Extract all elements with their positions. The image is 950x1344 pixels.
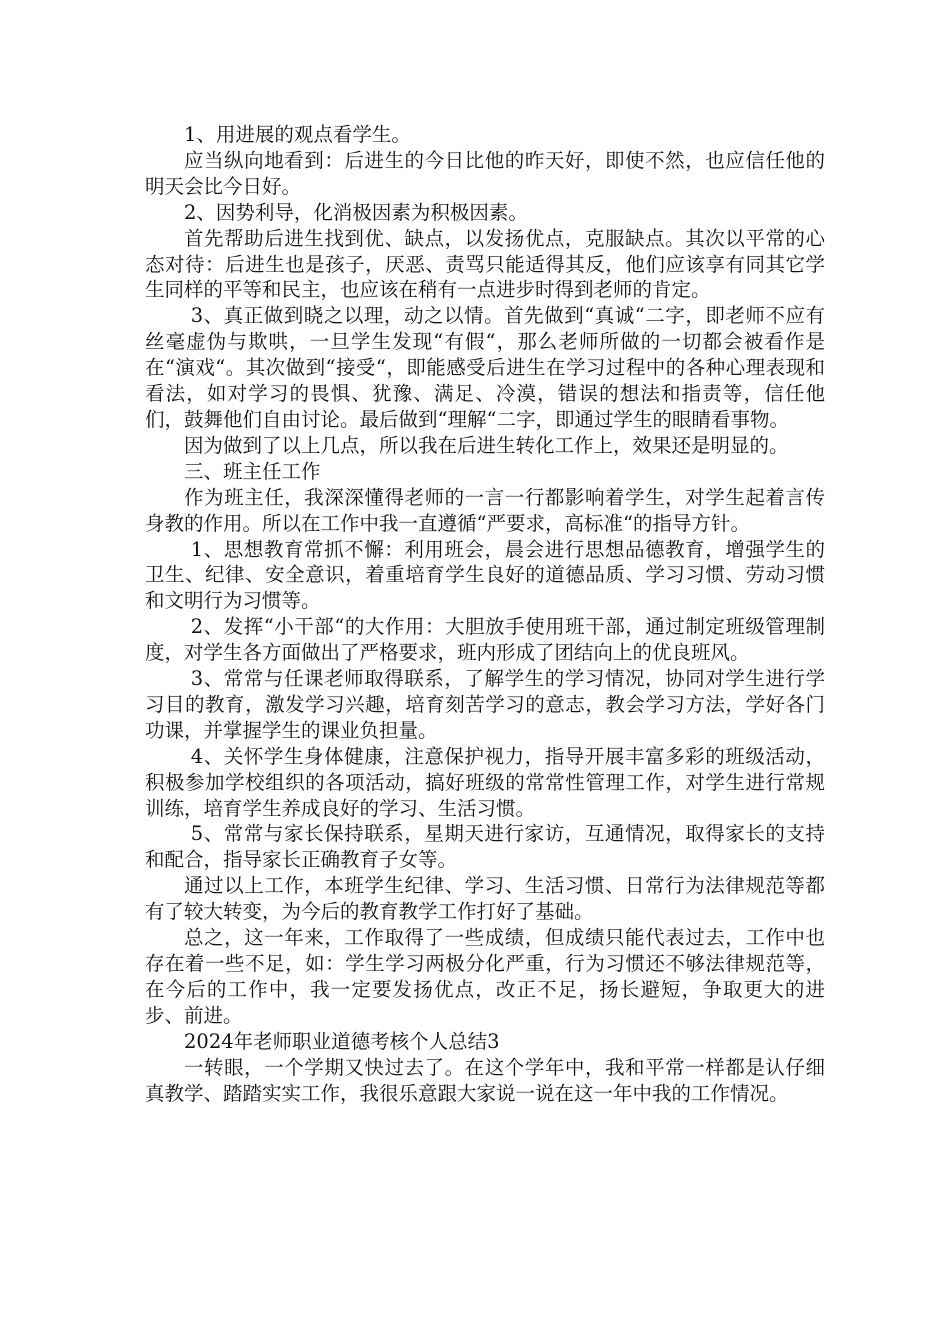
section-heading: 三、班主任工作 [184,459,321,483]
paragraph: 2、因势利导，化消极因素为积极因素。 [184,200,528,224]
paragraph: 因为做到了以上几点，所以我在后进生转化工作上，效果还是明显的。 [184,433,789,457]
paragraph: 首先帮助后进生找到优、缺点，以发扬优点，克服缺点。其次以平常的心态对待：后进生也是孩子，厌恶、责骂只能适得其反，他们应该享有同其它学生同样的平等和民主，也应该在稍有一点进步时得到老师的肯定。 [145,226,825,302]
paragraph: 一转眼，一个学期又快过去了。在这个学年中，我和平常一样都是认仔细真教学、踏踏实实工作，我很乐意跟大家说一说在这一年中我的工作情况。 [145,1055,825,1105]
paragraph: 应当纵向地看到：后进生的今日比他的昨天好，即使不然，也应信任他的明天会比今日好。 [145,148,825,198]
paragraph: 3、常常与任课老师取得联系，了解学生的学习情况，协同对学生进行学习目的教育，激发学习兴趣，培育刻苦学习的意志，教会学习方法，学好各门功课，并掌握学生的课业负担量。 [145,667,825,742]
paragraph: 通过以上工作，本班学生纪律、学习、生活习惯、日常行为法律规范等都有了较大转变，为今后的教育教学工作打好了基础。 [145,874,825,924]
paragraph: 作为班主任，我深深懂得老师的一言一行都影响着学生，对学生起着言传身教的作用。所以在工作中我一直遵循“严要求，高标准“的指导方针。 [145,485,825,535]
paragraph: 2、发挥“小干部“的大作用：大胆放手使用班干部，通过制定班级管理制度，对学生各方面做出了严格要求，班内形成了团结向上的优良班风。 [145,615,825,665]
paragraph: 4、关怀学生身体健康，注意保护视力，指导开展丰富多彩的班级活动，积极参加学校组织的各项活动，搞好班级的常常性管理工作，对学生进行常规训练，培育学生养成良好的学习、生活习惯。 [145,744,825,820]
paragraph: 总之，这一年来，工作取得了一些成绩，但成绩只能代表过去，工作中也存在着一些不足，如：学生学习两极分化严重，行为习惯还不够法律规范等，在今后的工作中，我一定要发扬优点，改正不足，扬长避短，争取更大的进步、前进。 [145,926,825,1027]
paragraph: 1、用进展的观点看学生。 [184,123,411,146]
paragraph: 5、常常与家长保持联系，星期天进行家访，互通情况，取得家长的支持和配合，指导家长正确教育子女等。 [145,822,825,872]
paragraph: 1、思想教育常抓不懈：利用班会，晨会进行思想品德教育，增强学生的卫生、纪律、安全意识，着重培育学生良好的道德品质、学习习惯、劳动习惯和文明行为习惯等。 [145,537,825,613]
document-body [145,122,825,1106]
paragraph: 3、真正做到晓之以理，动之以情。首先做到“真诚“二字，即老师不应有丝毫虚伪与欺哄，一旦学生发现“有假“，那么老师所做的一切都会被看作是在“演戏“。其次做到“接受“，即能感受后进生在学习过程中的各种心理表现和看法，如对学习的畏惧、犹豫、满足、冷漠，错误的想法和指责等，信任他们，鼓舞他们自由讨论。最后做到“理解“二字，即通过学生的眼睛看事物。 [145,304,825,431]
section-heading: 2024年老师职业道德考核个人总结3 [184,1029,500,1053]
